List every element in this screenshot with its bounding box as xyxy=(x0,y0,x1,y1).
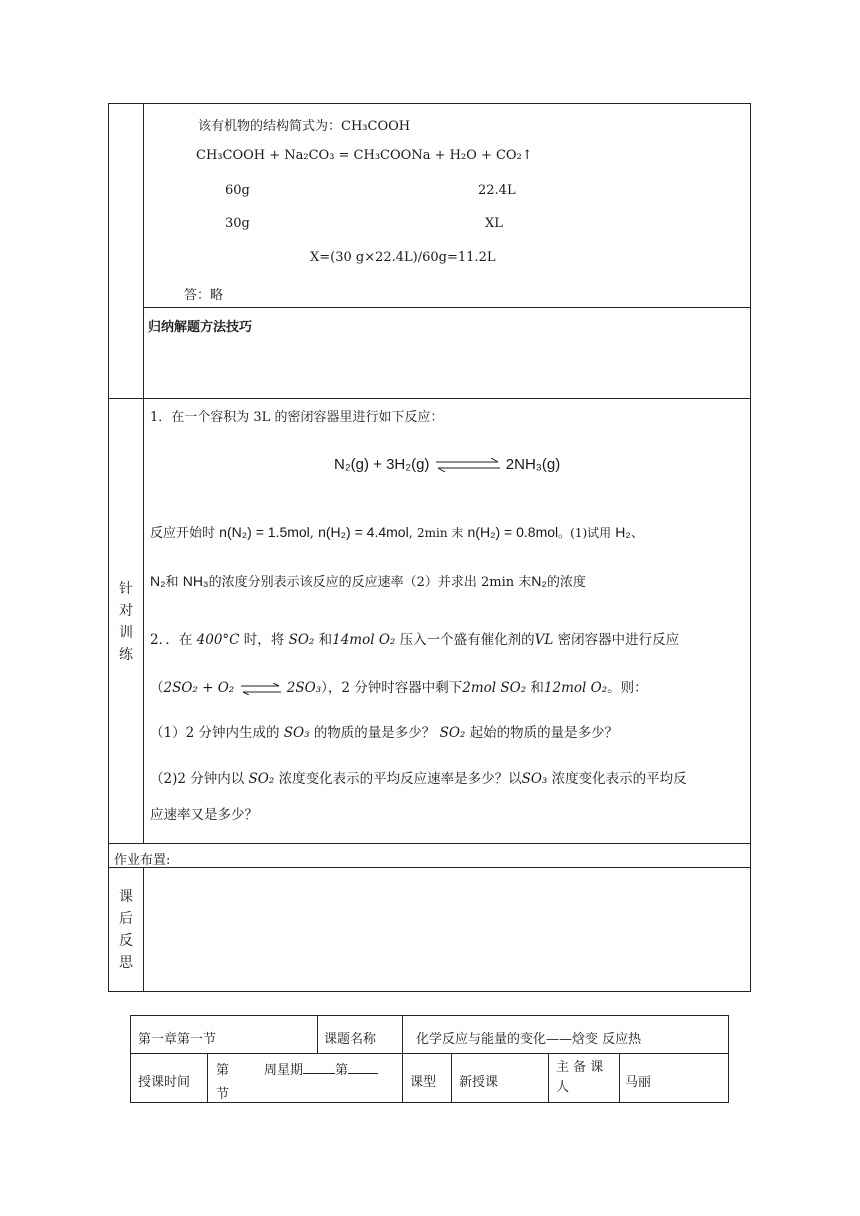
q2-l1d: 压入一个盛有催化剂的 xyxy=(399,632,535,648)
column-divider-upper xyxy=(143,103,144,843)
q2-l1c: 和 xyxy=(318,632,333,648)
bottom-teacher: 马丽 xyxy=(625,1075,652,1090)
q2-eq-left: 2SO₂ + O₂ xyxy=(163,680,235,696)
reflection-side-label: 课 后 反 思 xyxy=(119,889,133,971)
q2-l1e: 密闭容器中进行反应 xyxy=(557,632,680,648)
solution-reaction-equation: CH₃COOH + Na₂CO₃ = CH₃COONa + H₂O + CO₂↑ xyxy=(196,148,533,163)
table-left-border xyxy=(108,103,109,992)
row-divider-summary xyxy=(143,307,751,308)
q1-n-h2: n(H₂) = 4.4mol xyxy=(318,524,409,540)
q1-n2: N₂ xyxy=(150,573,166,589)
bottom-time-di: 第 xyxy=(216,1063,230,1078)
table-bottom-border xyxy=(108,991,751,992)
row-divider-homework xyxy=(108,843,751,844)
bottom-time-jie: 节 xyxy=(216,1087,230,1102)
q1-line-b xyxy=(150,571,586,590)
q1-and: 和 xyxy=(165,575,179,590)
bottom-col-2 xyxy=(402,1053,403,1103)
q2-sub2a: （2)2 分钟内以 xyxy=(150,771,245,787)
bottom-table-bottom xyxy=(130,1102,729,1103)
bottom-col-a-top xyxy=(317,1015,318,1053)
bottom-table-right xyxy=(728,1015,729,1103)
bottom-chapter: 第一章第一节 xyxy=(138,1032,217,1047)
q1-h2: H₂ xyxy=(615,524,631,540)
q2-l2c: 和 xyxy=(530,680,544,696)
bottom-table-top xyxy=(130,1015,729,1016)
bottom-table-mid xyxy=(130,1053,729,1054)
table-top-border xyxy=(108,103,751,104)
q2-sub2c: 浓度变化表示的平均反 xyxy=(551,771,687,787)
row-divider-training xyxy=(108,398,751,399)
bottom-col-5 xyxy=(619,1053,620,1103)
solution-22-4L: 22.4L xyxy=(478,183,516,198)
bottom-table-left xyxy=(130,1015,131,1103)
q1-eq-left: N₂(g) + 3H₂(g) xyxy=(334,456,430,473)
q2-vl: VL xyxy=(534,632,554,648)
bottom-col-3 xyxy=(451,1053,452,1103)
q2-o2amt: 14mol O₂ xyxy=(332,632,396,648)
week-label: 周星期 xyxy=(264,1063,304,1078)
q1-n-n2: n(N₂) = 1.5mol xyxy=(219,524,310,540)
q1-start-label: 反应开始时 xyxy=(150,526,216,541)
q1-task1: 。(1)试用 xyxy=(558,526,612,540)
q2-sub1b: 的物质的量是多少？ xyxy=(313,725,436,741)
bottom-type-label: 课型 xyxy=(410,1075,437,1090)
q1-nh3: NH₃ xyxy=(182,573,209,589)
q1-n-h2-end: n(H₂) = 0.8mol xyxy=(467,524,559,540)
q2-l2a: （ xyxy=(150,680,164,696)
bottom-time-label: 授课时间 xyxy=(138,1075,191,1090)
q2-so2-c: SO₂ xyxy=(248,771,275,787)
solution-30g: 30g xyxy=(225,216,250,231)
solution-structure-line: 该有机物的结构简式为：CH₃COOH xyxy=(198,119,411,134)
summary-heading: 归纳解题方法技巧 xyxy=(148,320,253,335)
bottom-col-1 xyxy=(207,1053,208,1103)
q1-n2b: N₂ xyxy=(531,573,547,589)
q2-temp: 400°C xyxy=(196,632,240,648)
solution-60g: 60g xyxy=(225,183,250,198)
q2-rem2: 12mol O₂ xyxy=(543,680,608,696)
q1-line-a: 反应开始时 n(N₂) = 1.5mol, n(H₂) = 4.4mol, 2min 末 n(H₂) = 0.8mol。(1)试用 H₂、 xyxy=(150,524,644,541)
period-blank xyxy=(348,1061,378,1074)
q1-time: 2min 末 xyxy=(416,526,464,540)
bottom-col-4 xyxy=(548,1053,549,1103)
q2-line-2 xyxy=(150,676,648,696)
training-side-label: 针 对 训 练 xyxy=(119,581,133,663)
bottom-col-b-top xyxy=(402,1015,403,1053)
q1-eq-right: 2NH₃(g) xyxy=(505,456,561,473)
q1-task2: 的浓度分别表示该反应的反应速率（2）并求出 2min 末 xyxy=(208,575,532,590)
q2-sub2b: 浓度变化表示的平均反应速率是多少？以 xyxy=(278,771,522,787)
solution-answer: 答：略 xyxy=(184,288,224,303)
solution-calculation: X=(30 g×22.4L)/60g=11.2L xyxy=(310,250,496,265)
q1-equation xyxy=(334,456,560,473)
q2-l2b: ），2 分钟时容器中剩下 xyxy=(321,680,463,696)
q2-sub2-cont: 应速率又是多少？ xyxy=(150,807,258,823)
q2-so3-b: SO₃ xyxy=(521,771,548,787)
q2-line-1 xyxy=(150,628,679,648)
bottom-time-week xyxy=(264,1059,378,1078)
q2-l1b: 时，将 xyxy=(243,632,285,648)
solution-XL: XL xyxy=(485,216,503,231)
q2-sub1c: 起始的物质的量是多少？ xyxy=(469,725,619,741)
q2-sub1 xyxy=(150,721,618,741)
q2-so3: SO₃ xyxy=(283,725,310,741)
q2-sub2 xyxy=(150,767,687,787)
equilibrium-arrow-icon xyxy=(239,683,283,695)
column-divider-lower xyxy=(143,867,144,992)
di-label: 第 xyxy=(335,1063,349,1078)
row-divider-reflection xyxy=(108,867,751,868)
bottom-topic: 化学反应与能量的变化——焓变 反应热 xyxy=(416,1032,642,1047)
q2-so2-b: SO₂ xyxy=(439,725,466,741)
bottom-topic-label: 课题名称 xyxy=(324,1032,377,1047)
q2-so2: SO₂ xyxy=(288,632,315,648)
q2-eq-right: 2SO₃ xyxy=(286,680,322,696)
week-blank xyxy=(303,1061,335,1074)
q1-end: 的浓度 xyxy=(546,575,586,590)
homework-label: 作业布置: xyxy=(114,853,171,868)
q1-intro: 1．在一个容积为 3L 的密闭容器里进行如下反应： xyxy=(150,410,444,425)
equilibrium-arrow-icon xyxy=(434,458,502,472)
table-right-border xyxy=(750,103,751,992)
q2-l1a: 2．．在 xyxy=(150,632,193,648)
bottom-teacher-label: 主 备 课 人 xyxy=(556,1060,604,1095)
bottom-type-value: 新授课 xyxy=(459,1075,499,1090)
q2-rem1: 2mol SO₂ xyxy=(462,680,527,696)
q2-l2d: 。则： xyxy=(607,680,648,696)
q1-sep: 、 xyxy=(630,526,644,541)
q2-sub1a: （1）2 分钟内生成的 xyxy=(150,725,280,741)
